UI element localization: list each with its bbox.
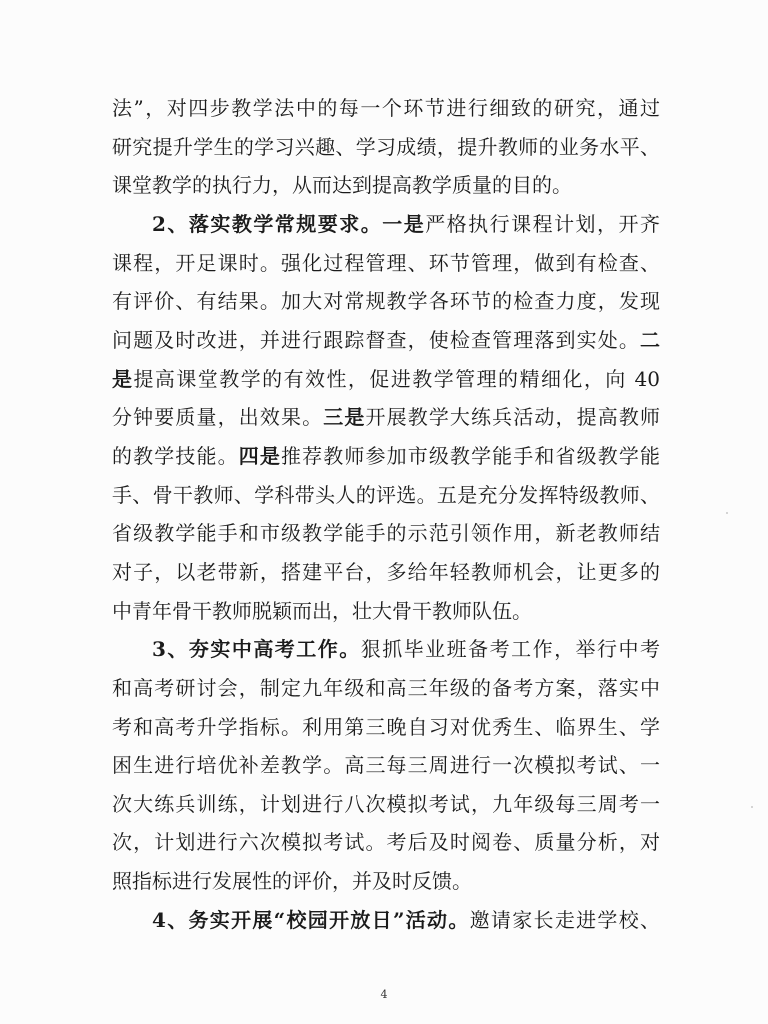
bold-marker: 是 (112, 366, 134, 391)
bold-marker: 四是 (238, 443, 281, 468)
scan-speck (726, 512, 728, 514)
body-line (112, 553, 660, 592)
body-line (112, 89, 660, 128)
body-line (112, 514, 660, 553)
body-line (112, 823, 660, 862)
body-line (112, 476, 660, 515)
text-run: 和高考研讨会，制定九年级和高三年级的备考方案，落实中 (112, 675, 660, 700)
body-line (112, 166, 660, 205)
text-run: 手、骨干教师、学科带头人的评选。五是充分发挥特级教师、 (112, 482, 660, 507)
text-run: 推荐教师参加市级教学能手和省级教学能 (280, 443, 660, 468)
section-heading: 3、夯实中高考工作。 (152, 637, 361, 662)
body-text (112, 89, 660, 939)
text-run: 照指标进行发展性的评价，并及时反馈。 (112, 869, 472, 894)
text-run: 邀请家长走进学校、 (469, 907, 660, 932)
text-run: 狠抓毕业班备考工作，举行中考 (360, 637, 660, 662)
body-line (112, 321, 660, 360)
body-line (112, 592, 660, 631)
section-heading: 2、落实教学常规要求。 (152, 211, 383, 236)
text-run: 考和高考升学指标。利用第三晚自习对优秀生、临界生、学 (112, 714, 660, 739)
text-run: 开展教学大练兵活动，提高教师 (365, 405, 660, 430)
body-line (112, 669, 660, 708)
bold-marker: 三是 (323, 405, 366, 430)
text-run: 分钟要质量，出效果。 (112, 405, 324, 430)
text-run: 问题及时改进，并进行跟踪督查，使检查管理落到实处。 (112, 327, 640, 352)
text-run: 严格执行课程计划，开齐 (425, 211, 660, 236)
text-run: 法”，对四步教学法中的每一个环节进行细致的研究，通过 (112, 96, 660, 120)
text-run: 有评价、有结果。加大对常规教学各环节的检查力度，发现 (112, 289, 660, 314)
body-line (112, 785, 660, 824)
body-line (112, 282, 660, 321)
text-run: 课堂教学的执行力，从而达到提高教学质量的目的。 (112, 173, 572, 198)
body-line (112, 128, 660, 167)
body-line (112, 437, 660, 476)
text-run: 研究提升学生的学习兴趣、学习成绩，提升教师的业务水平、 (112, 134, 660, 159)
scan-speck (751, 806, 753, 808)
body-line (112, 708, 660, 747)
bold-marker: 一是 (382, 211, 426, 236)
section-heading-line (112, 630, 660, 669)
body-line (112, 746, 660, 785)
text-run: 省级教学能手和市级教学能手的示范引领作用，新老教师结 (112, 521, 660, 546)
body-line (112, 862, 660, 901)
text-run: 次大练兵训练，计划进行八次模拟考试，九年级每三周考一 (112, 791, 660, 816)
section-heading: 4、务实开展“校园开放日”活动。 (152, 907, 470, 932)
body-line (112, 244, 660, 283)
body-line (112, 398, 660, 437)
section-heading-line (112, 205, 660, 244)
text-run: 困生进行培优补差教学。高三每三周进行一次模拟考试、一 (112, 753, 660, 778)
text-run: 次，计划进行六次模拟考试。考后及时阅卷、质量分析，对 (112, 830, 660, 855)
text-run: 的教学技能。 (112, 443, 239, 468)
text-run: 中青年骨干教师脱颖而出，壮大骨干教师队伍。 (112, 598, 532, 623)
section-heading-line (112, 901, 660, 940)
page-number: 4 (380, 988, 388, 1001)
text-run: 对子，以老带新，搭建平台，多给年轻教师机会，让更多的 (112, 559, 660, 584)
bold-marker: 二 (640, 327, 660, 352)
text-run: 课程，开足课时。强化过程管理、环节管理，做到有检查、 (112, 250, 660, 275)
body-line (112, 360, 660, 399)
text-run: 提高课堂教学的有效性，促进教学管理的精细化，向 40 (133, 366, 660, 391)
